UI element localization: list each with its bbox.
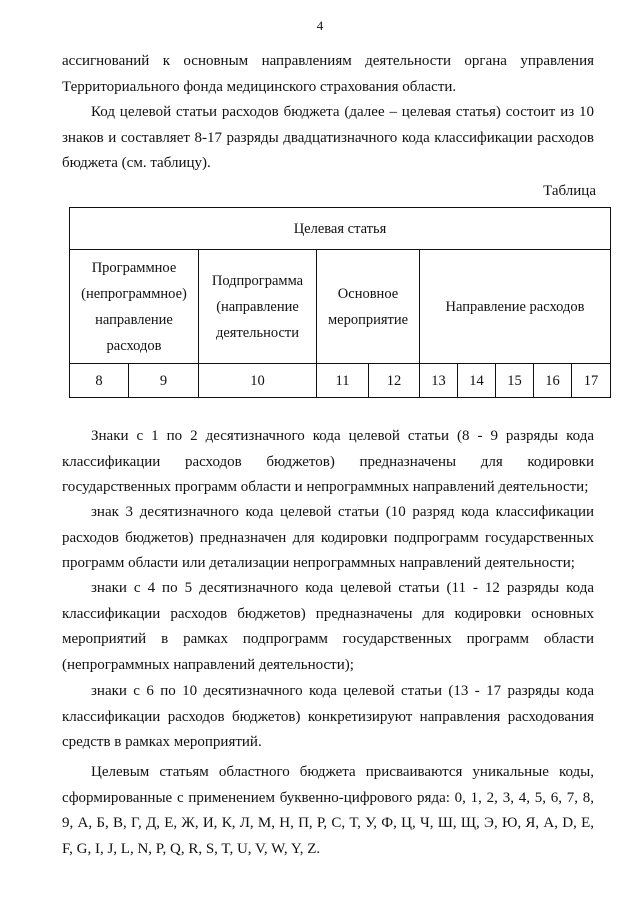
digit-cell: 15 [496,364,534,398]
paragraph-unique-codes: Целевым статьям областного бюджета присваиваются уникальные коды, сформированные с применением буквенно-цифрового ряда: 0, 1, 2, 3, 4, 5, 6, 7, 8, 9, А, Б, В, Г, Д, Е, Ж, И, К, Л, М, Н, П, Р, С, Т, У, Ф, Ц, Ч, Ш, Щ, Э, Ю, Я, A, D, E, F, G, I, J, L, N, P, Q, R, S, T, U, V, W, Y, Z. [62,764,594,857]
table-caption: Таблица [543,183,596,199]
digit-cell: 10 [199,364,317,398]
digit-cell: 14 [458,364,496,398]
paragraph-sign-3: знак 3 десятизначного кода целевой статьи (10 разряд кода классификации расходов бюджетов) предназначен для кодировки подпрограмм государственных программ области или детализации непрограммных направлений деятельности; [62,504,594,571]
digit-cell: 11 [317,364,369,398]
group-expense-direction: Направление расходов [420,250,611,364]
paragraph-signs-6-10: знаки с 6 по 10 десятизначного кода целевой статьи (13 - 17 разряды кода классификации расходов бюджетов) конкретизируют направления расходования средств в рамках мероприятий. [62,683,594,750]
target-article-table [69,207,611,398]
paragraph-signs-1-2: Знаки с 1 по 2 десятизначного кода целевой статьи (8 - 9 разряды кода классификации расходов бюджетов) предназначены для кодировки государственных программ области и непрограммных направлений деятельности; [62,428,594,495]
digit-cell: 16 [534,364,572,398]
digit-cell: 12 [369,364,420,398]
group-subprogram: Подпрограмма (направление деятельности [199,250,317,364]
digit-cell: 8 [70,364,129,398]
paragraph-code-description: Код целевой статьи расходов бюджета (далее – целевая статья) состоит из 10 знаков и составляет 8-17 разряды двадцатизначного кода классификации расходов бюджета (см. таблицу). [62,104,594,171]
page-number: 4 [316,18,324,33]
table-title: Целевая статья [70,208,611,250]
digit-cell: 9 [129,364,199,398]
paragraph-continuation: ассигнований к основным направлениям деятельности органа управления Территориального фонда медицинского страхования области. [62,53,594,95]
paragraph-signs-4-5: знаки с 4 по 5 десятизначного кода целевой статьи (11 - 12 разряды кода классификации расходов бюджетов) предназначены для кодировки основных мероприятий в рамках подпрограмм государственных программ области (непрограммных направлений деятельности); [62,580,594,673]
digit-cell: 13 [420,364,458,398]
group-program: Программное (непрограммное) направление расходов [70,250,199,364]
digit-cell: 17 [572,364,611,398]
group-main-activity: Основное мероприятие [317,250,420,364]
